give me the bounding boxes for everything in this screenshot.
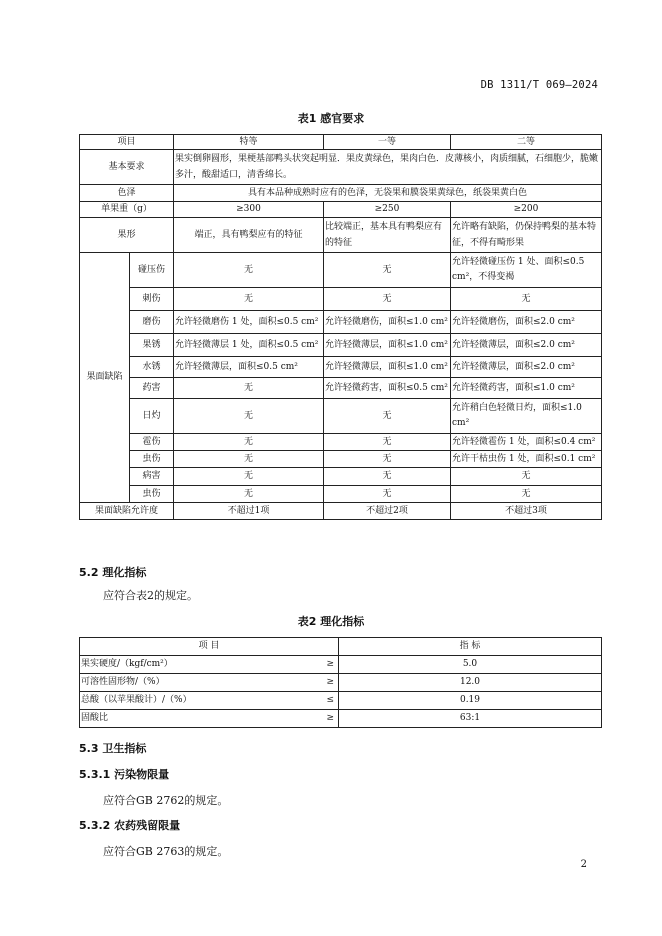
item-cell [80,674,339,692]
cell: 无 [451,288,602,311]
header-grade-second: 二等 [451,135,602,150]
table-row [80,399,602,434]
item-label: 总酸（以苹果酸计）/（%） [81,695,192,705]
cell: 无 [324,288,451,311]
cell: 允许轻微雹伤 1 处，面积≤0.4 cm² [451,434,602,451]
item-cell [80,656,339,674]
cell: 允许轻微薄层，面积≤2.0 cm² [451,334,602,357]
document-id: DB 1311/T 069—2024 [480,79,598,91]
defect-name: 刺伤 [130,288,174,311]
sensory-table [79,134,602,520]
cell: 无 [174,486,324,503]
table-row [80,503,602,520]
operator: ≥ [326,659,334,669]
cell: 允许干枯虫伤 1 处，面积≤0.1 cm² [451,451,602,468]
cell: 不超过3项 [451,503,602,520]
item-cell [80,710,339,728]
cell: 端正，具有鸭梨应有的特征 [174,218,324,253]
defect-name: 虫伤 [130,486,174,503]
cell: 无 [174,434,324,451]
table-row [80,486,602,503]
value-cell: 0.19 [339,692,602,710]
table-row [80,434,602,451]
operator: ≤ [326,695,334,705]
cell: 允许轻微薄层 1 处，面积≤0.5 cm² [174,334,324,357]
item-label: 可溶性固形物/（%） [81,677,165,687]
value-cell: 63:1 [339,710,602,728]
cell: 允许轻微薄层，面积≤2.0 cm² [451,357,602,378]
cell: 允许轻微碰压伤 1 处、面积≤0.5 cm²，不得变褐 [451,253,602,288]
section-5-3-1-text: 应符合GB 2762的规定。 [103,794,229,807]
table-row [80,451,602,468]
header-grade-first: 一等 [324,135,451,150]
section-5-2-text: 应符合表2的规定。 [103,589,198,602]
cell: 无 [324,434,451,451]
item-cell [80,692,339,710]
basic-text: 果实倒卵圆形，果梗基部鸭头状突起明显．果皮黄绿色，果肉白色．皮薄核小，肉质细腻，石细胞少，脆嫩多汁，酸甜适口，清香绵长。 [174,150,602,185]
cell: 无 [324,399,451,434]
cell: 无 [324,451,451,468]
cell: 无 [174,399,324,434]
section-5-3-1-title: 5.3.1 污染物限量 [79,768,170,781]
defect-group-label: 果面缺陷 [80,253,130,503]
header-value: 指 标 [339,638,602,656]
defect-name: 药害 [130,378,174,399]
cell: 无 [174,468,324,486]
section-5-3-2-title: 5.3.2 农药残留限量 [79,819,181,832]
shape-label: 果形 [80,218,174,253]
basic-label: 基本要求 [80,150,174,185]
table-row [80,311,602,334]
section-5-3-2-text: 应符合GB 2763的规定。 [103,845,229,858]
cell: 允许轻微药害，面积≤0.5 cm² [324,378,451,399]
cell: 无 [324,486,451,503]
table-row [80,202,602,218]
table-row [80,468,602,486]
defect-name: 磨伤 [130,311,174,334]
physchem-table [79,637,602,728]
color-text: 具有本品种成熟时应有的色泽，无袋果和膜袋果黄绿色，纸袋果黄白色 [174,185,602,202]
cell: 比较端正，基本具有鸭梨应有的特征 [324,218,451,253]
defect-name: 病害 [130,468,174,486]
cell: 允许轻微磨伤，面积≤2.0 cm² [451,311,602,334]
table-row [80,378,602,399]
operator: ≥ [326,677,334,687]
defect-name: 雹伤 [130,434,174,451]
page-number: 2 [580,859,587,870]
item-label: 果实硬度/（kgf/cm²） [81,659,173,669]
cell: 允许稍白色轻微日灼，面积≤1.0 cm² [451,399,602,434]
table-header-row [80,638,602,656]
cell: 无 [174,451,324,468]
header-item: 项目 [80,135,174,150]
cell: 允许轻微药害，面积≤1.0 cm² [451,378,602,399]
cell: ≥200 [451,202,602,218]
section-5-2-title: 5.2 理化指标 [79,566,147,579]
operator: ≥ [326,713,334,723]
cell: 无 [174,378,324,399]
tolerance-label: 果面缺陷允许度 [80,503,174,520]
cell: 允许轻微薄层，面积≤1.0 cm² [324,334,451,357]
cell: 不超过1项 [174,503,324,520]
table-row [80,692,602,710]
section-5-3-title: 5.3 卫生指标 [79,742,147,755]
item-label: 固酸比 [81,713,109,723]
table2-caption: 表2 理化指标 [297,615,365,628]
defect-name: 日灼 [130,399,174,434]
cell: 允许轻微磨伤，面积≤1.0 cm² [324,311,451,334]
cell: ≥250 [324,202,451,218]
color-label: 色泽 [80,185,174,202]
cell: 允许轻微磨伤 1 处，面积≤0.5 cm² [174,311,324,334]
cell: 无 [174,288,324,311]
defect-name: 果锈 [130,334,174,357]
table1-caption: 表1 感官要求 [297,112,365,125]
value-cell: 12.0 [339,674,602,692]
cell: 允许轻微薄层，面积≤0.5 cm² [174,357,324,378]
cell: 允许略有缺陷，仍保持鸭梨的基本特征，不得有畸形果 [451,218,602,253]
cell: 无 [451,486,602,503]
cell: 允许轻微薄层，面积≤1.0 cm² [324,357,451,378]
table-row [80,218,602,253]
header-item: 项 目 [80,638,339,656]
table-header-row [80,135,602,150]
defect-name: 水锈 [130,357,174,378]
table-row [80,674,602,692]
cell: ≥300 [174,202,324,218]
cell: 无 [324,253,451,288]
cell: 不超过2项 [324,503,451,520]
cell: 无 [174,253,324,288]
cell: 无 [324,468,451,486]
table-row [80,253,602,288]
value-cell: 5.0 [339,656,602,674]
defect-name: 碰压伤 [130,253,174,288]
defect-name: 虫伤 [130,451,174,468]
table-row [80,334,602,357]
table-row [80,288,602,311]
table-row [80,185,602,202]
table-row [80,710,602,728]
weight-label: 单果重（g） [80,202,174,218]
header-grade-special: 特等 [174,135,324,150]
cell: 无 [451,468,602,486]
table-row [80,656,602,674]
table-row [80,357,602,378]
table-row [80,150,602,185]
